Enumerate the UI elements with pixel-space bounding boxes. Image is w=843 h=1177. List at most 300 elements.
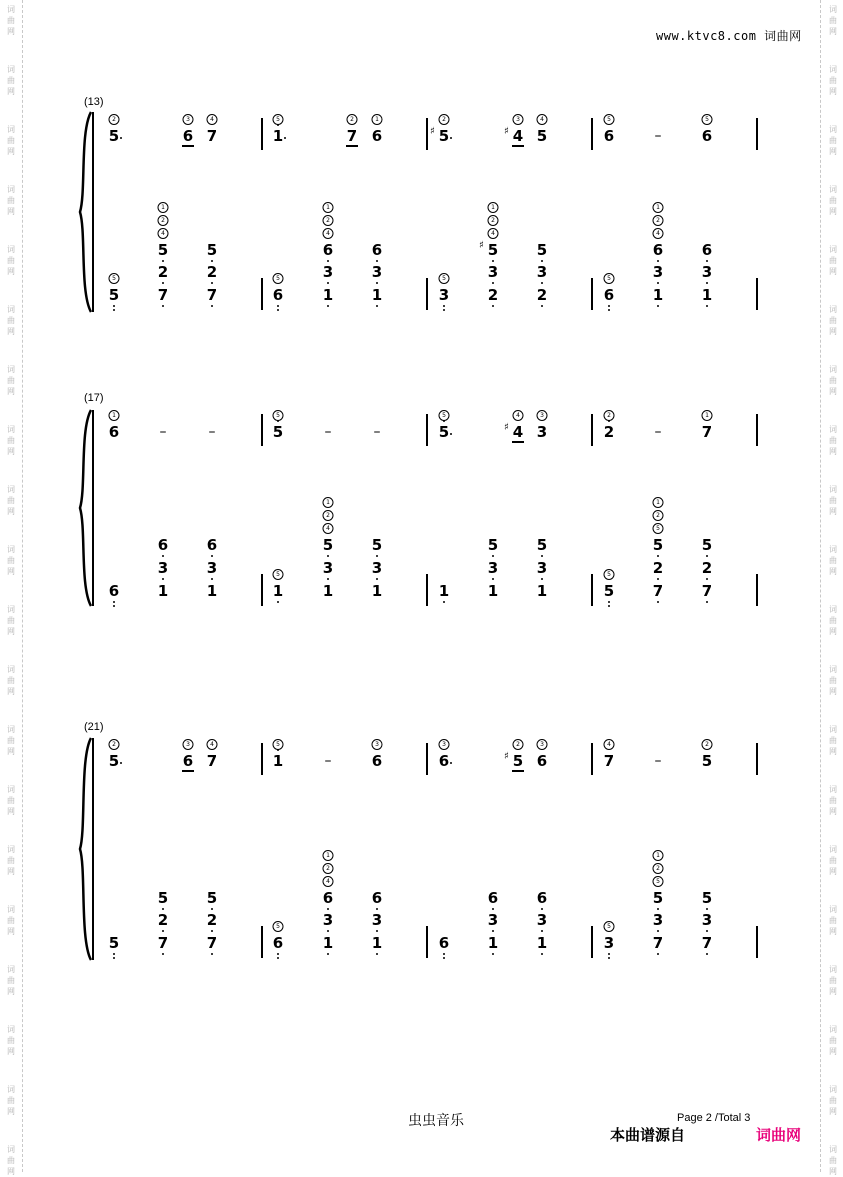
watermark-char: 网 [829, 567, 837, 576]
watermark-char: 词 [7, 185, 15, 194]
barline [591, 278, 593, 310]
watermark-char: 曲 [7, 1036, 15, 1045]
note: 5 [438, 127, 450, 145]
barline [261, 278, 263, 310]
dash: – [654, 753, 662, 769]
watermark-char: 曲 [829, 616, 837, 625]
note: 5 [108, 286, 120, 304]
octave-dot [706, 305, 708, 307]
octave-dot [162, 555, 164, 557]
watermark-char: 曲 [7, 76, 15, 85]
brace [80, 738, 91, 960]
finger-mark: 5 [604, 569, 615, 580]
watermark-char: 网 [829, 987, 837, 996]
note: 4 [512, 127, 524, 145]
note: 7 [346, 127, 358, 145]
note: 6 [371, 889, 383, 907]
note: 5 [701, 536, 713, 554]
note: 5 [512, 752, 524, 770]
watermark-char: 曲 [829, 16, 837, 25]
octave-dot [327, 908, 329, 910]
barline [426, 743, 428, 775]
watermark-char: 曲 [829, 496, 837, 505]
note: 1 [487, 582, 499, 600]
finger-mark: 2 [323, 215, 334, 226]
note: 6 [108, 582, 120, 600]
watermark-char: 网 [829, 327, 837, 336]
octave-dot [492, 260, 494, 262]
note: 3 [487, 559, 499, 577]
note: 6 [371, 241, 383, 259]
note: 1 [536, 582, 548, 600]
watermark-char: 曲 [7, 916, 15, 925]
finger-mark: 4 [537, 114, 548, 125]
note: 5 [652, 889, 664, 907]
octave-dot [541, 555, 543, 557]
finger-mark: 5 [653, 876, 664, 887]
finger-mark: 2 [109, 739, 120, 750]
octave-dot [162, 908, 164, 910]
octave-dot [376, 260, 378, 262]
note: 1 [322, 286, 334, 304]
finger-mark: 2 [653, 510, 664, 521]
watermark-char: 词 [829, 185, 837, 194]
octave-dot [443, 305, 445, 307]
underline [182, 145, 194, 147]
finger-mark: 4 [207, 739, 218, 750]
finger-mark: 4 [323, 228, 334, 239]
watermark-char: 词 [7, 785, 15, 794]
watermark-char: 网 [829, 207, 837, 216]
note: 5 [603, 582, 615, 600]
watermark-char: 网 [7, 147, 15, 156]
finger-mark: 1 [323, 850, 334, 861]
watermark-char: 词 [7, 245, 15, 254]
note: 5 [438, 423, 450, 441]
octave-dot [657, 282, 659, 284]
note: 7 [701, 934, 713, 952]
watermark-char: 曲 [7, 856, 15, 865]
octave-dot [443, 601, 445, 603]
watermark-char: 曲 [829, 736, 837, 745]
finger-mark: 1 [653, 850, 664, 861]
finger-mark: 1 [323, 202, 334, 213]
note: 5 [487, 241, 499, 259]
watermark-char: 网 [7, 267, 15, 276]
note: 1 [487, 934, 499, 952]
octave-dot [541, 282, 543, 284]
octave-dot [706, 578, 708, 580]
note: 3 [536, 911, 548, 929]
note: 6 [603, 286, 615, 304]
octave-dot [113, 953, 115, 955]
watermark-char: 词 [7, 1025, 15, 1034]
octave-dot [608, 309, 610, 311]
octave-dot [541, 908, 543, 910]
note: 7 [206, 127, 218, 145]
octave-dot [706, 555, 708, 557]
octave-dot [277, 953, 279, 955]
octave-dot [706, 908, 708, 910]
note: 1 [536, 934, 548, 952]
octave-dot [162, 578, 164, 580]
octave-dot [211, 282, 213, 284]
finger-mark: 2 [109, 114, 120, 125]
dash: – [208, 424, 216, 440]
octave-dot [327, 930, 329, 932]
note: 1 [272, 127, 284, 145]
note: 7 [603, 752, 615, 770]
barline [756, 278, 758, 310]
finger-mark: 5 [273, 273, 284, 284]
barline [591, 926, 593, 958]
watermark-char: 曲 [829, 316, 837, 325]
note: 5 [701, 889, 713, 907]
octave-dot [541, 953, 543, 955]
finger-mark: 2 [702, 739, 713, 750]
note: 3 [206, 559, 218, 577]
watermark-char: 网 [829, 87, 837, 96]
watermark-char: 网 [829, 1107, 837, 1116]
octave-dot [113, 601, 115, 603]
watermark-char: 曲 [7, 196, 15, 205]
octave-dot [706, 930, 708, 932]
octave-dot [657, 305, 659, 307]
watermark-char: 曲 [7, 676, 15, 685]
watermark-char: 网 [829, 507, 837, 516]
watermark-char: 网 [7, 27, 15, 36]
augmentation-dot [120, 137, 122, 139]
note: 6 [322, 241, 334, 259]
watermark-char: 词 [829, 245, 837, 254]
watermark-char: 曲 [7, 436, 15, 445]
underline [346, 145, 358, 147]
measure-number: (21) [84, 721, 104, 733]
octave-dot [376, 578, 378, 580]
barline [261, 926, 263, 958]
note: 5 [652, 536, 664, 554]
octave-dot [492, 953, 494, 955]
dash: – [324, 424, 332, 440]
octave-dot [657, 260, 659, 262]
augmentation-dot [450, 137, 452, 139]
watermark-char: 曲 [7, 736, 15, 745]
finger-mark: 2 [158, 215, 169, 226]
watermark-char: 词 [7, 305, 15, 314]
note: 5 [701, 752, 713, 770]
barline [426, 414, 428, 446]
note: 3 [322, 559, 334, 577]
note: 5 [108, 934, 120, 952]
note: 7 [206, 286, 218, 304]
watermark-char: 曲 [829, 796, 837, 805]
note: 7 [157, 934, 169, 952]
octave-dot [113, 605, 115, 607]
dash: – [654, 128, 662, 144]
octave-dot [492, 908, 494, 910]
note: 2 [652, 559, 664, 577]
note: 6 [371, 127, 383, 145]
barline [756, 743, 758, 775]
note: 5 [536, 241, 548, 259]
note: 6 [157, 536, 169, 554]
note: 7 [701, 582, 713, 600]
note: 2 [536, 286, 548, 304]
finger-mark: 4 [513, 410, 524, 421]
note: 1 [322, 934, 334, 952]
octave-dot [608, 957, 610, 959]
watermark-char: 词 [829, 125, 837, 134]
note: 5 [206, 241, 218, 259]
octave-dot [113, 309, 115, 311]
watermark-char: 曲 [829, 436, 837, 445]
watermark-char: 网 [829, 867, 837, 876]
note: 3 [536, 423, 548, 441]
watermark-char: 网 [7, 567, 15, 576]
octave-dot [608, 305, 610, 307]
watermark-char: 网 [7, 807, 15, 816]
watermark-char: 网 [829, 627, 837, 636]
watermark-char: 曲 [829, 916, 837, 925]
octave-dot [211, 555, 213, 557]
note: 1 [272, 752, 284, 770]
finger-mark: 1 [702, 410, 713, 421]
octave-dot [443, 309, 445, 311]
finger-mark: 3 [537, 410, 548, 421]
octave-dot [706, 953, 708, 955]
footer-title: 虫虫音乐 [408, 1113, 464, 1129]
barline [426, 926, 428, 958]
note: 6 [701, 241, 713, 259]
note: 3 [322, 911, 334, 929]
octave-dot [211, 305, 213, 307]
source-site-link[interactable]: 词曲网 [756, 1126, 802, 1144]
finger-mark: 4 [488, 228, 499, 239]
octave-dot [706, 601, 708, 603]
watermark-char: 网 [7, 867, 15, 876]
finger-mark: 2 [323, 510, 334, 521]
augmentation-dot [284, 137, 286, 139]
watermark-char: 网 [7, 207, 15, 216]
finger-mark: 5 [273, 921, 284, 932]
note: 6 [182, 752, 194, 770]
watermark-char: 网 [7, 1167, 15, 1176]
finger-mark: 3 [372, 739, 383, 750]
finger-mark: 5 [273, 114, 284, 125]
octave-dot [376, 953, 378, 955]
augmentation-dot [450, 762, 452, 764]
octave-dot [211, 930, 213, 932]
watermark-char: 词 [829, 665, 837, 674]
note: 2 [157, 911, 169, 929]
finger-mark: 5 [273, 410, 284, 421]
underline [182, 770, 194, 772]
note: 5 [371, 536, 383, 554]
barline [426, 574, 428, 606]
note: 6 [438, 752, 450, 770]
watermark-char: 词 [7, 425, 15, 434]
watermark-char: 曲 [829, 1036, 837, 1045]
source-label: 本曲谱源自 [610, 1126, 686, 1144]
note: 7 [157, 286, 169, 304]
note: 5 [108, 127, 120, 145]
finger-mark: 1 [653, 497, 664, 508]
octave-dot [277, 309, 279, 311]
watermark-char: 曲 [829, 196, 837, 205]
finger-mark: 5 [273, 739, 284, 750]
octave-dot [211, 260, 213, 262]
watermark-char: 词 [829, 65, 837, 74]
octave-dot [492, 578, 494, 580]
watermark-char: 词 [829, 605, 837, 614]
watermark-char: 词 [829, 725, 837, 734]
note: 5 [108, 752, 120, 770]
note: 3 [536, 263, 548, 281]
note: 4 [512, 423, 524, 441]
note: 2 [701, 559, 713, 577]
finger-mark: 5 [604, 921, 615, 932]
octave-dot [162, 282, 164, 284]
note: 5 [157, 889, 169, 907]
watermark-char: 词 [7, 965, 15, 974]
watermark-char: 网 [829, 27, 837, 36]
watermark-char: 曲 [829, 1096, 837, 1105]
watermark-char: 网 [829, 1167, 837, 1176]
finger-mark: 4 [323, 876, 334, 887]
barline [756, 926, 758, 958]
note: 7 [206, 934, 218, 952]
octave-dot [657, 908, 659, 910]
watermark-char: 曲 [7, 136, 15, 145]
note: 5 [487, 536, 499, 554]
watermark-char: 网 [7, 507, 15, 516]
octave-dot [327, 282, 329, 284]
watermark-char: 曲 [7, 496, 15, 505]
watermark-char: 网 [829, 387, 837, 396]
watermark-char: 词 [829, 545, 837, 554]
octave-dot [541, 578, 543, 580]
octave-dot [608, 601, 610, 603]
octave-dot [277, 305, 279, 307]
watermark-char: 词 [7, 5, 15, 14]
watermark-char: 词 [7, 605, 15, 614]
note: 1 [371, 582, 383, 600]
watermark-char: 词 [829, 905, 837, 914]
site-header[interactable]: www.ktvc8.com 词曲网 [656, 29, 802, 43]
note: 5 [157, 241, 169, 259]
finger-mark: 4 [604, 739, 615, 750]
measure-number: (17) [84, 392, 104, 404]
octave-dot [376, 305, 378, 307]
octave-dot [277, 601, 279, 603]
watermark-char: 曲 [829, 976, 837, 985]
octave-dot [327, 260, 329, 262]
octave-dot [608, 953, 610, 955]
finger-mark: 2 [653, 863, 664, 874]
note: 3 [701, 911, 713, 929]
watermark-char: 曲 [829, 1156, 837, 1165]
octave-dot [657, 578, 659, 580]
barline [261, 574, 263, 606]
note: 3 [487, 263, 499, 281]
octave-dot [492, 282, 494, 284]
octave-dot [113, 957, 115, 959]
watermark-char: 词 [7, 125, 15, 134]
watermark-char: 曲 [7, 616, 15, 625]
note: 2 [603, 423, 615, 441]
note: 5 [536, 536, 548, 554]
note: 6 [182, 127, 194, 145]
note: 7 [652, 934, 664, 952]
octave-dot [113, 305, 115, 307]
watermark-char: 词 [7, 545, 15, 554]
watermark-char: 曲 [7, 1156, 15, 1165]
finger-mark: 2 [439, 114, 450, 125]
note: 6 [108, 423, 120, 441]
note: 3 [371, 911, 383, 929]
note: 3 [371, 559, 383, 577]
note: 3 [536, 559, 548, 577]
sharp: ♯ [504, 126, 509, 137]
finger-mark: 4 [653, 228, 664, 239]
octave-dot [162, 305, 164, 307]
octave-dot [327, 953, 329, 955]
octave-dot [443, 957, 445, 959]
watermark-char: 词 [7, 725, 15, 734]
watermark-char: 曲 [829, 676, 837, 685]
watermark-char: 曲 [7, 976, 15, 985]
note: 2 [157, 263, 169, 281]
watermark-char: 词 [7, 845, 15, 854]
note: 5 [272, 423, 284, 441]
octave-dot [211, 953, 213, 955]
note: 7 [206, 752, 218, 770]
barline [591, 414, 593, 446]
watermark-char: 曲 [829, 376, 837, 385]
note: 6 [652, 241, 664, 259]
finger-mark: 5 [604, 114, 615, 125]
note: 6 [603, 127, 615, 145]
watermark-char: 网 [7, 1107, 15, 1116]
barline [591, 574, 593, 606]
dash: – [159, 424, 167, 440]
note: 6 [272, 934, 284, 952]
note: 1 [322, 582, 334, 600]
watermark-char: 曲 [7, 16, 15, 25]
note: 1 [652, 286, 664, 304]
watermark-char: 网 [829, 447, 837, 456]
note: 3 [157, 559, 169, 577]
octave-dot [706, 260, 708, 262]
finger-mark: 3 [183, 114, 194, 125]
underline [512, 145, 524, 147]
finger-mark: 5 [702, 114, 713, 125]
note: 6 [536, 752, 548, 770]
watermark-char: 网 [7, 1047, 15, 1056]
octave-dot [376, 555, 378, 557]
note: 6 [322, 889, 334, 907]
finger-mark: 5 [653, 523, 664, 534]
note: 1 [438, 582, 450, 600]
finger-mark: 4 [207, 114, 218, 125]
finger-mark: 2 [347, 114, 358, 125]
watermark-char: 网 [829, 267, 837, 276]
note: 6 [438, 934, 450, 952]
finger-mark: 5 [273, 569, 284, 580]
underline [512, 441, 524, 443]
finger-mark: 1 [158, 202, 169, 213]
finger-mark: 2 [604, 410, 615, 421]
